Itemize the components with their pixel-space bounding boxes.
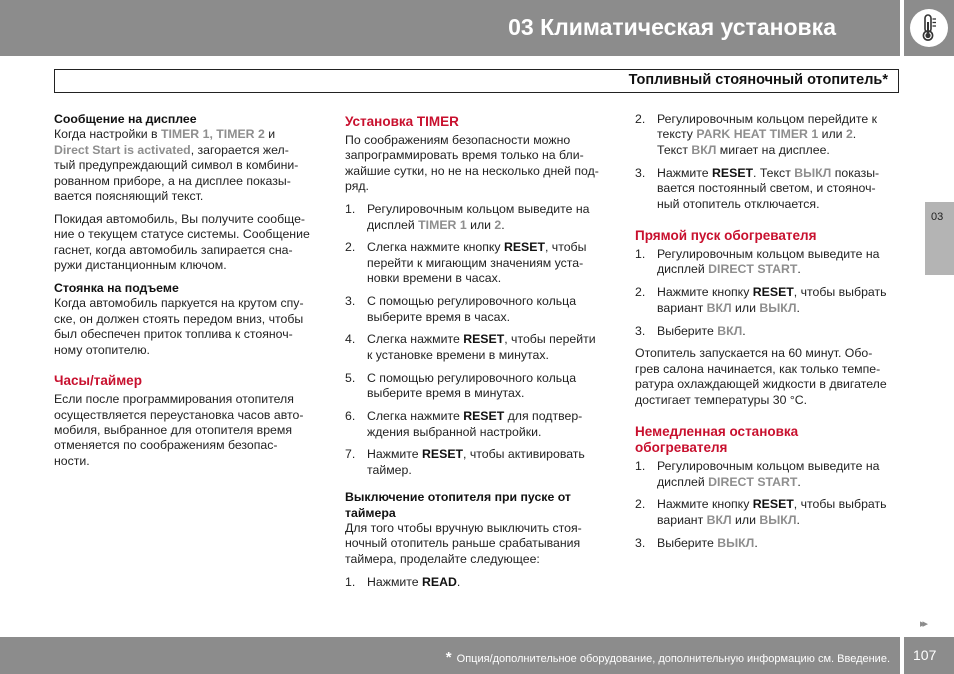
- chapter-tab[interactable]: [925, 202, 954, 275]
- heading-timer-setup: Установка TIMER: [345, 114, 459, 129]
- list-item: 3. Выберите ВЫКЛ.: [635, 535, 758, 550]
- list-item: 2. Нажмите кнопку RESET, чтобы выбрать вариант ВКЛ или ВЫКЛ.: [635, 285, 887, 315]
- heading-direct-start: Прямой пуск обогревателя: [635, 227, 817, 243]
- page-number: 107: [913, 647, 937, 663]
- list-item: 2. Регулировочным кольцом перейдите к тексту PARK HEAT TIMER 1 или 2. Текст ВКЛ мигает на дисплее.: [635, 112, 877, 157]
- list-item: 1. Нажмите READ.: [345, 574, 461, 589]
- list-item: 2. Нажмите кнопку RESET, чтобы выбрать вариант ВКЛ или ВЫКЛ.: [635, 497, 887, 527]
- list-item: 2. Слегка нажмите кнопку RESET, чтобы перейти к мигающим значениям уста- новки времени в часах.: [345, 240, 587, 286]
- paragraph-display-message: Когда настройки в TIMER 1, TIMER 2 и Direct Start is activated, загорается жел- тый предупреждающий символ в комбини- рованном приборе, а на дисплее показы- вается поясняющий текст.: [54, 127, 299, 204]
- heading-timer-stop: Выключение отопителя при пуске от таймера: [345, 490, 571, 520]
- chapter-icon-box: [904, 0, 954, 56]
- list-item: 1. Регулировочным кольцом выведите на дисплей DIRECT START.: [635, 246, 880, 277]
- timer-steps-list: [345, 202, 607, 478]
- heading-immediate-stop: Немедленная остановка обогревателя: [635, 424, 799, 456]
- heading-display-message: Сообщение на дисплее: [54, 112, 197, 126]
- chapter-title: 03 Климатическая установка: [508, 14, 836, 40]
- footer-note: [446, 649, 890, 666]
- heading-clock-timer: Часы/таймер: [54, 373, 142, 389]
- paragraph-timer-intro: По соображениям безопасности можно запрограммировать время только на бли- жайшие сутки, но не на несколько дней под- ряд.: [345, 133, 599, 194]
- paragraph-timer-stop: Для того чтобы вручную выключить стоя- ночный отопитель раньше срабатывания таймера, проделайте следующее:: [345, 521, 582, 566]
- list-item: 6. Слегка нажмите RESET для подтвер- ждения выбранной настройки.: [345, 409, 583, 439]
- list-item: 4. Слегка нажмите RESET, чтобы перейти к установке времени в минутах.: [345, 332, 596, 362]
- footer-note-text: Опция/дополнительное оборудование, дополнительную информацию см. Введение.: [456, 653, 890, 665]
- next-page-arrows-icon[interactable]: ▸▸: [920, 618, 926, 630]
- list-item: 3. Нажмите RESET. Текст ВЫКЛ показы- вается постоянный светом, и стояноч- ный отопитель отключается.: [635, 165, 880, 211]
- column-1: [54, 112, 320, 477]
- list-item: 5. С помощью регулировочного кольца выберите время в минутах.: [345, 370, 577, 401]
- direct-start-list: [635, 247, 901, 339]
- footer-band: [0, 637, 900, 674]
- column-2: [345, 112, 607, 598]
- list-item: 1. Регулировочным кольцом выведите на дисплей DIRECT START.: [635, 459, 880, 489]
- paragraph-leaving-car: Покидая автомобиль, Вы получите сообще- ние о текущем статусе системы. Сообщение гаснет, когда автомобиль запирается сна- ружи дистанционным ключом.: [54, 211, 310, 273]
- header-band: [0, 0, 900, 56]
- list-item: 1. Регулировочным кольцом выведите на дисплей TIMER 1 или 2.: [345, 202, 590, 232]
- section-heading-box: [54, 69, 899, 93]
- paragraph-clock-timer: Если после программирования отопителя осуществляется переустановка часов авто- мобиля, выбранное для отопителя время отменяется по соображениям безопас- ности.: [54, 392, 304, 468]
- chapter-tab-label: 03: [931, 211, 944, 223]
- timer-stop-continued-list: [635, 112, 901, 212]
- list-item: 3. С помощью регулировочного кольца выберите время в часах.: [345, 294, 577, 324]
- heading-parking-slope: Стоянка на подъеме: [54, 281, 179, 296]
- list-item: 7. Нажмите RESET, чтобы активировать таймер.: [345, 447, 585, 477]
- thermometer-icon: [910, 9, 948, 47]
- column-3: [635, 112, 901, 559]
- footer-star: *: [445, 649, 452, 666]
- section-title: Топливный стояночный отопитель*: [628, 72, 888, 88]
- timer-stop-list: [345, 575, 607, 590]
- paragraph-heater-runtime: Отопитель запускается на 60 минут. Обо- грев салона начинается, как только темпе- ратура охлаждающей жидкости в двигателе достигает температуры 30 °C.: [635, 346, 887, 407]
- page-number-box: [904, 637, 954, 674]
- paragraph-parking-slope: Когда автомобиль паркуется на крутом спу- ске, он должен стоять передом вниз, чтобы был обеспечен приток топлива к стояноч- ному отопителю.: [54, 296, 304, 357]
- immediate-stop-list: [635, 459, 901, 551]
- list-item: 3. Выберите ВКЛ.: [635, 323, 746, 338]
